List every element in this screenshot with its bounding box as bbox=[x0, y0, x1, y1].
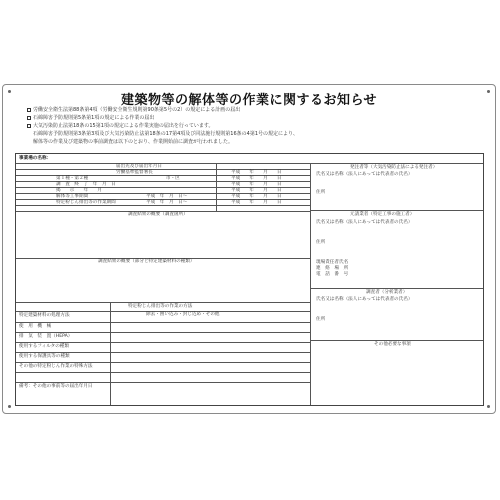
board-title: 建築物等の解体等の作業に関するお知らせ bbox=[120, 93, 378, 108]
date-field: 平成 年 月 日 bbox=[231, 182, 282, 187]
field-label: 調 査 終 了 年 月 日 bbox=[56, 182, 116, 187]
column-divider bbox=[216, 163, 217, 211]
notice-text: 労働安全衛生法第88条第4項（労働安全衛生規則第90条第5号の2）の規定による計画の届出 bbox=[33, 107, 241, 113]
bottom-row-label: 備考：その他の事前等の届出年月日 bbox=[19, 384, 93, 389]
date-field: 平成 年 月 日 bbox=[231, 170, 282, 175]
notice-text: 解体等の作業及び建築物の事前調査は以下のとおり、作業開始前に調査が行われました。 bbox=[33, 139, 234, 145]
survey-result-label: 調査結果の概要（調査箇所） bbox=[128, 212, 188, 217]
row-divider bbox=[16, 372, 310, 373]
work-method-header: 特定粉じん排出等の作業の方法 bbox=[128, 303, 193, 309]
name-field-label: 氏名又は名称（法人にあっては代表者の氏名） bbox=[316, 220, 413, 225]
notice-text: 石綿障害予防規則第5条第1項の規定による作業の届出 bbox=[33, 115, 155, 121]
row-divider bbox=[16, 163, 483, 164]
bottom-row-label: その他の特定粉じん作業の特殊方法 bbox=[19, 364, 93, 369]
bottom-row-label: 使用するフィルタの種類 bbox=[19, 344, 69, 349]
address-field-label: 住所 bbox=[316, 240, 326, 245]
field-sub: 市・区 bbox=[166, 176, 180, 181]
row-divider bbox=[16, 362, 310, 363]
labour-office-label: 労働基準監督署長 bbox=[116, 170, 153, 175]
site-name-label: 事業場の名称： bbox=[19, 155, 52, 161]
other-items-label: その他必要な事項 bbox=[374, 342, 411, 347]
contact-field-label: 電 話 番 号 bbox=[316, 272, 349, 277]
name-field-label: 氏名又は名称（法人にあっては代表者の氏名） bbox=[316, 297, 413, 302]
checkbox-icon bbox=[27, 124, 31, 128]
row-divider bbox=[310, 288, 483, 289]
notice-text: 大気汚染防止法第18条の15第1項の規定による作業実施の届出を行っています。 bbox=[33, 123, 214, 129]
name-field-label: 氏名又は名称（法人にあっては代表者の氏名） bbox=[316, 172, 413, 177]
bottom-row-label: 特定建築材料の処理方法 bbox=[19, 313, 70, 318]
row-divider bbox=[310, 340, 483, 341]
date-field: 平成 年 月 日 bbox=[231, 188, 282, 193]
bottom-row-label: 使 用 機 械 bbox=[19, 324, 52, 329]
row-divider bbox=[310, 210, 483, 211]
contact-field-label: 現場責任者氏名 bbox=[316, 260, 349, 265]
submission-header: 届出先及び届出年月日 bbox=[116, 164, 162, 169]
date-field: 平成 年 月 日 bbox=[231, 200, 282, 205]
field-label: 第１種・第２種 bbox=[56, 176, 89, 181]
field-label: 解体等工事期間 bbox=[56, 194, 89, 199]
notice-item bbox=[27, 122, 482, 130]
field-sub: 平成 年 月 日〜 bbox=[146, 200, 188, 205]
notice-item bbox=[27, 114, 482, 122]
notice-item bbox=[27, 106, 482, 114]
mounting-hole bbox=[487, 405, 490, 408]
row-divider bbox=[16, 302, 310, 303]
date-field: 平成 年 月 日 bbox=[231, 194, 282, 199]
checkbox-icon bbox=[27, 108, 31, 112]
field-label: 特定粉じん排出等の作業期間 bbox=[56, 200, 116, 205]
form-sheet bbox=[15, 153, 484, 406]
asbestos-summary-label: 調査結果の概要（部分と特定建築材料の種類） bbox=[98, 259, 195, 264]
work-method-options: 除去・囲い込み・封じ込め・その他 bbox=[146, 312, 220, 317]
contact-field-label: 連 絡 場 所 bbox=[316, 266, 349, 271]
notice-list bbox=[27, 106, 482, 146]
row-divider bbox=[16, 322, 310, 323]
row-divider bbox=[16, 352, 310, 353]
date-field: 平成 年 月 日 bbox=[231, 176, 282, 181]
notice-text: 石綿障害予防規則第3条第3項及び大気汚染防止法第18条の17第4項及び同法施行規則第16条の4第1号の規定により、 bbox=[33, 131, 298, 137]
checkbox-icon bbox=[27, 116, 31, 120]
block-header: 発注者等（大気汚染防止法による発注者） bbox=[350, 164, 438, 170]
address-field-label: 住所 bbox=[316, 317, 326, 322]
field-sub: 平成 年 月 日〜 bbox=[146, 194, 188, 199]
bottom-row-label: 排 気 装 置（HEPA） bbox=[19, 334, 73, 339]
address-field-label: 住所 bbox=[316, 190, 326, 195]
notice-board bbox=[2, 84, 496, 414]
notice-item bbox=[27, 138, 482, 146]
block-header: 元請業者（特定工事の施工者） bbox=[350, 212, 415, 217]
column-divider bbox=[110, 302, 111, 405]
block-header: 調査者（分析業者） bbox=[366, 290, 408, 295]
mounting-hole bbox=[8, 405, 11, 408]
row-divider bbox=[16, 342, 310, 343]
bottom-row-label: 使用する保護具等の種類 bbox=[19, 354, 70, 359]
notice-item bbox=[27, 130, 482, 138]
row-divider bbox=[16, 332, 310, 333]
field-label: 掲 示 年 月 bbox=[56, 188, 102, 193]
column-divider bbox=[310, 163, 311, 405]
row-divider bbox=[16, 382, 310, 383]
